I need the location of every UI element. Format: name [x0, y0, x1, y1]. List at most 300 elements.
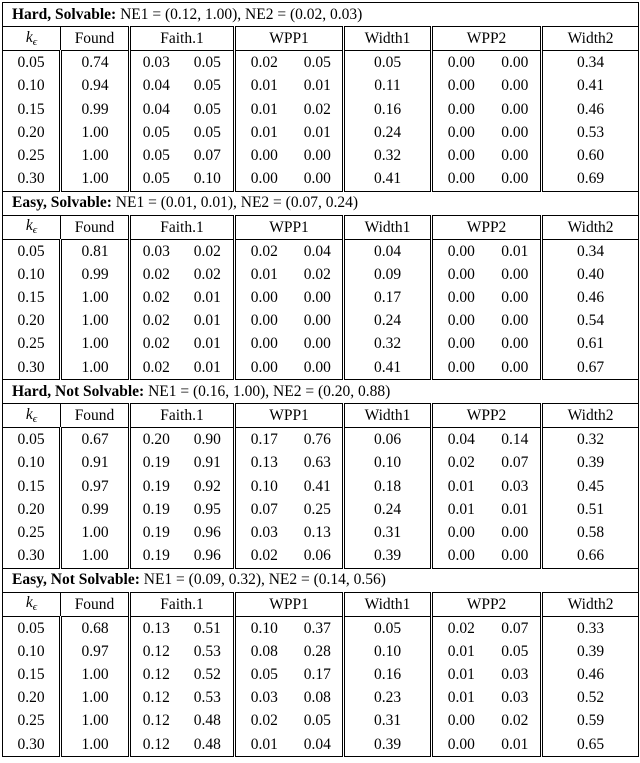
table-cell: 0.05: [130, 144, 182, 167]
table-cell: 0.01: [235, 263, 293, 286]
table-cell: 0.00: [432, 167, 490, 191]
table-cell: 0.19: [130, 498, 182, 521]
table-cell: 0.39: [542, 640, 639, 663]
header-k-symbol: k: [25, 405, 33, 423]
table-row: [3, 75, 639, 98]
table-cell: 0.02: [432, 452, 490, 475]
table-cell: 0.90: [193, 431, 221, 449]
table-row: [3, 356, 639, 380]
header-width2: Width2: [542, 592, 639, 616]
table-cell: 0.59: [542, 710, 639, 733]
table-cell: 0.02: [235, 544, 293, 568]
table-cell: 0.02: [235, 710, 293, 733]
table-cell: 0.10: [3, 452, 61, 475]
table-cell: 0.00: [235, 356, 293, 380]
table-cell: 0.20: [3, 498, 61, 521]
table-cell: 0.02: [193, 265, 221, 283]
table-cell: 1.00: [61, 710, 130, 733]
table-cell: 0.48: [193, 712, 221, 730]
table-cell: 1.00: [61, 121, 130, 144]
table-cell: 0.05: [3, 616, 61, 640]
table-cell: 0.96: [193, 523, 221, 541]
table-cell: 0.00: [432, 356, 490, 380]
table-cell: 0.00: [303, 358, 331, 376]
table-cell: 0.00: [432, 75, 490, 98]
table-cell: 0.02: [303, 100, 331, 118]
table-cell: 0.13: [303, 523, 331, 541]
table-cell: 0.63: [303, 454, 331, 472]
table-cell: 0.51: [542, 498, 639, 521]
table-cell: 0.46: [542, 286, 639, 309]
table-cell: 0.32: [542, 428, 639, 452]
table-cell: 1.00: [61, 686, 130, 709]
table-cell: 0.05: [130, 121, 182, 144]
table-cell: 0.60: [542, 144, 639, 167]
table-cell: 0.20: [130, 428, 182, 452]
table-cell: 0.03: [130, 51, 182, 75]
table-cell: 0.17: [344, 286, 432, 309]
table-cell: 1.00: [61, 356, 130, 380]
table-cell: 0.02: [432, 616, 490, 640]
table-cell: 0.16: [344, 663, 432, 686]
table-cell: 0.03: [501, 666, 529, 684]
section-header: [3, 568, 639, 592]
table-cell: 0.10: [3, 640, 61, 663]
header-k-subscript: ϵ: [32, 224, 38, 237]
table-cell: 0.10: [235, 475, 293, 498]
table-cell: 0.01: [432, 475, 490, 498]
table-cell: 0.12: [130, 640, 182, 663]
header-faith: Faith.1: [130, 592, 235, 616]
table-cell: 0.19: [130, 475, 182, 498]
table-cell: 0.25: [303, 500, 331, 518]
table-cell: 0.15: [3, 98, 61, 121]
section-caption: [3, 3, 639, 27]
table-cell: 0.52: [542, 686, 639, 709]
table-cell: 0.05: [3, 239, 61, 263]
table-cell: 0.00: [235, 167, 293, 191]
header-width2: Width2: [542, 404, 639, 428]
table-cell: 0.08: [303, 689, 331, 707]
table-cell: 0.25: [3, 710, 61, 733]
table-cell: 0.00: [501, 170, 529, 188]
table-cell: 0.01: [432, 663, 490, 686]
table-cell: 0.61: [542, 333, 639, 356]
section-ne-values: NE1 = (0.16, 1.00), NE2 = (0.20, 0.88): [148, 382, 391, 400]
results-table-body: [3, 3, 639, 757]
table-cell: 0.00: [501, 312, 529, 330]
header-faith: Faith.1: [130, 215, 235, 239]
table-cell: 0.20: [3, 309, 61, 332]
table-cell: 0.00: [501, 265, 529, 283]
table-cell: 0.68: [61, 616, 130, 640]
header-width1: Width1: [344, 27, 432, 51]
table-row: [3, 521, 639, 544]
table-cell: 0.19: [130, 544, 182, 568]
table-cell: 0.81: [61, 239, 130, 263]
table-cell: 0.09: [344, 263, 432, 286]
table-row: [3, 475, 639, 498]
table-cell: 0.01: [303, 77, 331, 95]
table-cell: 0.00: [501, 100, 529, 118]
table-cell: 0.00: [501, 54, 529, 72]
section-caption: [3, 568, 639, 592]
table-cell: 0.05: [193, 123, 221, 141]
table-cell: 0.08: [235, 640, 293, 663]
table-cell: 0.05: [3, 51, 61, 75]
table-cell: 0.01: [235, 98, 293, 121]
table-cell: 0.17: [303, 666, 331, 684]
table-cell: 0.01: [303, 123, 331, 141]
table-cell: 0.94: [61, 75, 130, 98]
table-cell: 0.05: [193, 100, 221, 118]
table-row: [3, 121, 639, 144]
table-cell: 0.58: [542, 521, 639, 544]
table-cell: 0.54: [542, 309, 639, 332]
table-cell: 0.25: [3, 144, 61, 167]
table-cell: 0.05: [344, 51, 432, 75]
table-cell: 0.10: [344, 640, 432, 663]
header-width1: Width1: [344, 404, 432, 428]
table-row: [3, 144, 639, 167]
table-cell: 0.03: [235, 521, 293, 544]
table-cell: 0.24: [344, 121, 432, 144]
section-ne-values: NE1 = (0.12, 1.00), NE2 = (0.02, 0.03): [120, 5, 363, 23]
table-cell: 0.00: [501, 335, 529, 353]
table-cell: 0.39: [344, 544, 432, 568]
table-cell: 0.51: [193, 619, 221, 637]
table-cell: 0.05: [303, 712, 331, 730]
header-k-epsilon: [3, 592, 61, 616]
table-cell: 0.69: [542, 167, 639, 191]
table-cell: 0.53: [542, 121, 639, 144]
table-cell: 0.03: [501, 477, 529, 495]
table-cell: 0.00: [303, 312, 331, 330]
table-cell: 0.05: [193, 77, 221, 95]
header-k-epsilon: [3, 404, 61, 428]
table-cell: 0.02: [130, 286, 182, 309]
table-cell: 0.00: [432, 333, 490, 356]
header-width2: Width2: [542, 27, 639, 51]
table-row: [3, 640, 639, 663]
table-cell: 0.03: [501, 689, 529, 707]
results-table: [2, 2, 639, 757]
table-cell: 0.20: [3, 686, 61, 709]
table-cell: 0.02: [235, 51, 293, 75]
table-cell: 0.41: [344, 167, 432, 191]
table-cell: 0.03: [130, 239, 182, 263]
table-cell: 0.41: [344, 356, 432, 380]
table-cell: 0.03: [235, 686, 293, 709]
table-cell: 0.04: [344, 239, 432, 263]
section-caption: [3, 191, 639, 215]
table-row: [3, 98, 639, 121]
table-cell: 0.53: [193, 642, 221, 660]
table-cell: 0.13: [235, 452, 293, 475]
table-cell: 0.00: [432, 239, 490, 263]
table-cell: 1.00: [61, 663, 130, 686]
section-header: [3, 191, 639, 215]
table-cell: 0.01: [432, 498, 490, 521]
table-cell: 0.52: [193, 666, 221, 684]
table-cell: 0.39: [344, 733, 432, 757]
table-cell: 1.00: [61, 286, 130, 309]
section-title: Easy, Solvable:: [12, 194, 112, 212]
table-cell: 0.18: [344, 475, 432, 498]
table-cell: 0.96: [193, 547, 221, 565]
table-cell: 0.17: [235, 428, 293, 452]
header-k-symbol: k: [25, 594, 33, 612]
table-cell: 0.00: [235, 309, 293, 332]
table-cell: 0.45: [542, 475, 639, 498]
table-cell: 0.25: [3, 333, 61, 356]
table-cell: 0.10: [344, 452, 432, 475]
table-cell: 0.01: [432, 640, 490, 663]
table-row: [3, 167, 639, 191]
table-cell: 0.30: [3, 733, 61, 757]
table-cell: 0.41: [542, 75, 639, 98]
table-cell: 0.30: [3, 544, 61, 568]
table-cell: 0.12: [130, 710, 182, 733]
table-cell: 0.28: [303, 642, 331, 660]
header-width1: Width1: [344, 592, 432, 616]
table-cell: 0.00: [303, 170, 331, 188]
table-cell: 0.30: [3, 356, 61, 380]
table-cell: 0.00: [501, 547, 529, 565]
table-cell: 0.01: [501, 500, 529, 518]
header-k-subscript: ϵ: [32, 412, 38, 425]
header-wpp2: WPP2: [432, 404, 542, 428]
table-row: [3, 663, 639, 686]
table-cell: 0.95: [193, 500, 221, 518]
table-cell: 0.00: [501, 123, 529, 141]
table-cell: 0.99: [61, 263, 130, 286]
table-cell: 0.25: [3, 521, 61, 544]
table-cell: 0.65: [542, 733, 639, 757]
table-cell: 0.46: [542, 663, 639, 686]
table-cell: 0.23: [344, 686, 432, 709]
table-cell: 0.74: [61, 51, 130, 75]
table-cell: 0.00: [501, 523, 529, 541]
table-cell: 0.99: [61, 498, 130, 521]
table-cell: 0.00: [432, 51, 490, 75]
header-found: Found: [61, 404, 130, 428]
table-cell: 0.20: [3, 121, 61, 144]
table-cell: 1.00: [61, 521, 130, 544]
table-cell: 0.41: [303, 477, 331, 495]
table-cell: 0.02: [501, 712, 529, 730]
table-cell: 0.31: [344, 710, 432, 733]
table-cell: 0.04: [130, 75, 182, 98]
table-cell: 0.05: [501, 642, 529, 660]
table-row: [3, 616, 639, 640]
table-cell: 0.19: [130, 521, 182, 544]
table-row: [3, 686, 639, 709]
section-header: [3, 380, 639, 404]
table-cell: 0.11: [344, 75, 432, 98]
table-cell: 0.37: [303, 619, 331, 637]
table-cell: 0.53: [193, 689, 221, 707]
table-cell: 0.15: [3, 475, 61, 498]
table-cell: 0.00: [303, 289, 331, 307]
table-row: [3, 733, 639, 757]
table-cell: 0.00: [501, 289, 529, 307]
table-cell: 0.10: [3, 263, 61, 286]
table-row: [3, 428, 639, 452]
header-wpp1: WPP1: [235, 592, 344, 616]
table-row: [3, 544, 639, 568]
table-cell: 0.02: [235, 239, 293, 263]
table-cell: 0.00: [432, 521, 490, 544]
table-cell: 0.02: [303, 265, 331, 283]
header-wpp1: WPP1: [235, 27, 344, 51]
header-found: Found: [61, 592, 130, 616]
table-cell: 0.05: [303, 54, 331, 72]
table-cell: 0.02: [130, 309, 182, 332]
table-cell: 0.31: [344, 521, 432, 544]
table-cell: 0.34: [542, 239, 639, 263]
table-cell: 0.00: [432, 309, 490, 332]
table-cell: 0.01: [193, 289, 221, 307]
table-cell: 0.99: [61, 98, 130, 121]
table-cell: 0.00: [501, 77, 529, 95]
section-header: [3, 3, 639, 27]
header-faith: Faith.1: [130, 404, 235, 428]
section-ne-values: NE1 = (0.09, 0.32), NE2 = (0.14, 0.56): [143, 571, 386, 589]
table-cell: 0.00: [432, 144, 490, 167]
table-row: [3, 333, 639, 356]
table-cell: 0.01: [235, 733, 293, 757]
table-cell: 0.06: [303, 547, 331, 565]
table-cell: 0.00: [432, 98, 490, 121]
table-cell: 0.05: [193, 54, 221, 72]
table-cell: 0.05: [235, 663, 293, 686]
table-cell: 0.24: [344, 498, 432, 521]
table-cell: 0.04: [303, 242, 331, 260]
table-cell: 1.00: [61, 144, 130, 167]
table-cell: 0.07: [501, 454, 529, 472]
table-row: [3, 710, 639, 733]
column-header-row: [3, 592, 639, 616]
table-cell: 0.02: [193, 242, 221, 260]
table-cell: 0.01: [501, 242, 529, 260]
table-cell: 0.10: [193, 170, 221, 188]
table-cell: 0.00: [432, 263, 490, 286]
table-cell: 0.01: [432, 686, 490, 709]
column-header-row: [3, 404, 639, 428]
table-cell: 0.00: [432, 733, 490, 757]
table-cell: 0.10: [3, 75, 61, 98]
table-cell: 0.15: [3, 286, 61, 309]
table-row: [3, 452, 639, 475]
header-width1: Width1: [344, 215, 432, 239]
table-cell: 0.91: [193, 454, 221, 472]
table-cell: 0.24: [344, 309, 432, 332]
table-row: [3, 263, 639, 286]
header-k-epsilon: [3, 215, 61, 239]
table-cell: 0.76: [303, 431, 331, 449]
column-header-row: [3, 215, 639, 239]
table-cell: 0.02: [130, 263, 182, 286]
table-cell: 0.39: [542, 452, 639, 475]
table-cell: 0.30: [3, 167, 61, 191]
section-caption: [3, 380, 639, 404]
table-cell: 0.13: [130, 616, 182, 640]
table-cell: 0.07: [501, 619, 529, 637]
header-k-symbol: k: [25, 217, 33, 235]
table-cell: 0.12: [130, 663, 182, 686]
table-cell: 0.02: [130, 333, 182, 356]
table-cell: 0.05: [344, 616, 432, 640]
header-wpp1: WPP1: [235, 404, 344, 428]
table-cell: 0.66: [542, 544, 639, 568]
header-wpp2: WPP2: [432, 215, 542, 239]
section-title: Hard, Not Solvable:: [12, 382, 145, 400]
table-cell: 0.07: [193, 146, 221, 164]
table-cell: 0.32: [344, 333, 432, 356]
header-k-epsilon: [3, 27, 61, 51]
table-cell: 0.19: [130, 452, 182, 475]
header-k-subscript: ϵ: [32, 601, 38, 614]
table-cell: 0.00: [235, 333, 293, 356]
table-row: [3, 239, 639, 263]
table-cell: 1.00: [61, 309, 130, 332]
header-k-symbol: k: [25, 28, 33, 46]
header-faith: Faith.1: [130, 27, 235, 51]
table-cell: 0.67: [61, 428, 130, 452]
table-cell: 0.14: [501, 431, 529, 449]
table-cell: 0.00: [235, 144, 293, 167]
table-cell: 0.92: [193, 477, 221, 495]
table-cell: 0.06: [344, 428, 432, 452]
table-cell: 1.00: [61, 167, 130, 191]
table-cell: 0.00: [432, 286, 490, 309]
table-row: [3, 309, 639, 332]
section-ne-values: NE1 = (0.01, 0.01), NE2 = (0.07, 0.24): [115, 194, 358, 212]
header-wpp1: WPP1: [235, 215, 344, 239]
table-cell: 0.00: [432, 544, 490, 568]
section-title: Hard, Solvable:: [12, 5, 117, 23]
table-cell: 0.07: [235, 498, 293, 521]
table-cell: 0.01: [193, 335, 221, 353]
table-cell: 0.00: [501, 358, 529, 376]
table-row: [3, 498, 639, 521]
header-wpp2: WPP2: [432, 27, 542, 51]
table-row: [3, 51, 639, 75]
table-cell: 0.01: [235, 75, 293, 98]
table-cell: 0.16: [344, 98, 432, 121]
header-width2: Width2: [542, 215, 639, 239]
table-cell: 0.00: [501, 146, 529, 164]
table-cell: 0.33: [542, 616, 639, 640]
table-cell: 0.40: [542, 263, 639, 286]
table-cell: 0.91: [61, 452, 130, 475]
table-cell: 0.97: [61, 640, 130, 663]
header-wpp2: WPP2: [432, 592, 542, 616]
table-cell: 0.67: [542, 356, 639, 380]
table-cell: 0.00: [303, 146, 331, 164]
table-cell: 0.05: [3, 428, 61, 452]
table-cell: 0.01: [193, 358, 221, 376]
table-cell: 0.34: [542, 51, 639, 75]
table-cell: 0.46: [542, 98, 639, 121]
table-cell: 1.00: [61, 333, 130, 356]
header-found: Found: [61, 215, 130, 239]
table-cell: 0.01: [490, 733, 542, 757]
table-cell: 0.10: [235, 616, 293, 640]
table-cell: 0.00: [432, 121, 490, 144]
table-cell: 0.00: [235, 286, 293, 309]
